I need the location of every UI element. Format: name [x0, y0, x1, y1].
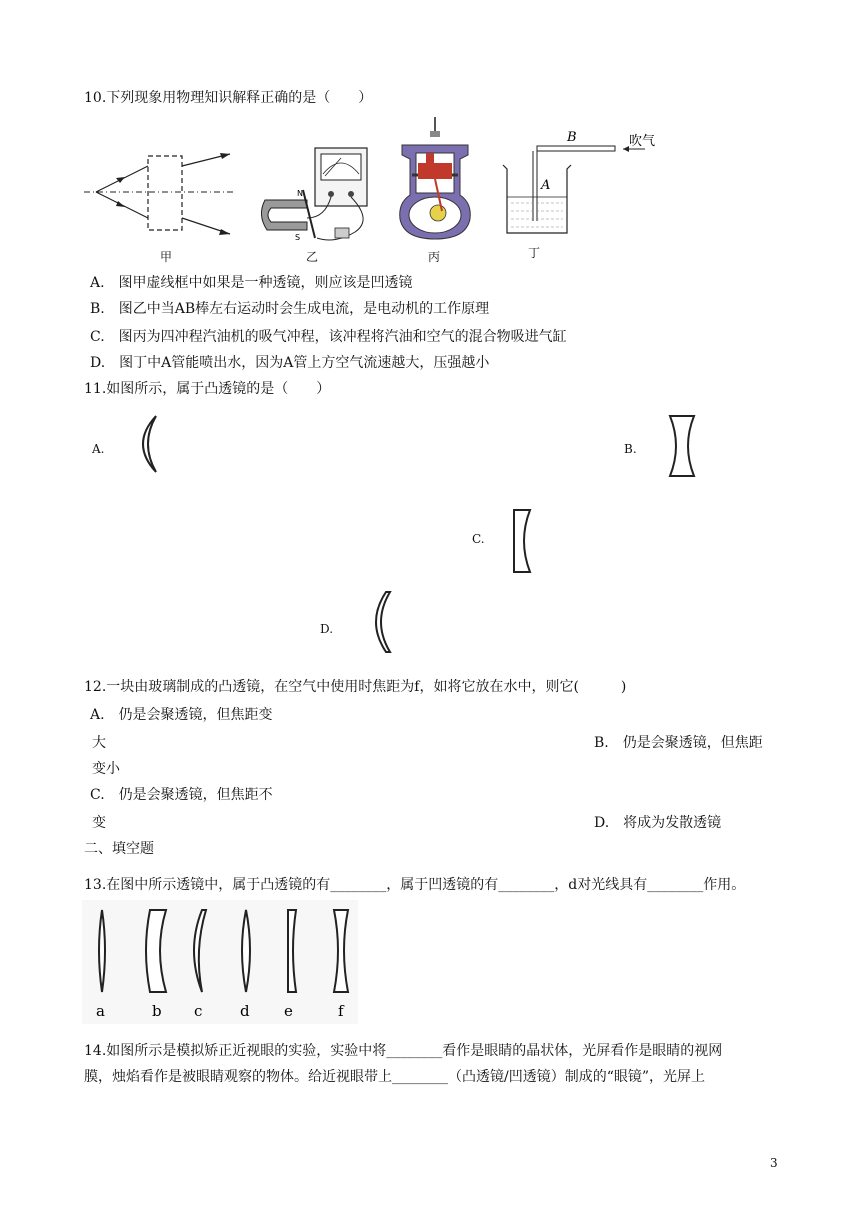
- lens-11b-biconcave: [664, 414, 700, 478]
- q12-option-a-line2: 大: [92, 735, 106, 751]
- figure-ding: [495, 125, 675, 235]
- q11-label-d: D.: [320, 622, 334, 636]
- figure-label-yi: 乙: [306, 250, 319, 264]
- q10-option-d: D. 图丁中A管能喷出水，因为A管上方空气流速越大，压强越小: [90, 355, 490, 371]
- q13-lens-figure: [82, 900, 358, 1024]
- figure-jia: [80, 140, 240, 250]
- lens-11a-meniscus: [130, 414, 162, 474]
- lens-label-d: d: [240, 1002, 250, 1020]
- lens-11d-meniscus: [366, 590, 392, 654]
- q11-label-a: A.: [92, 442, 105, 456]
- page-number: 3: [770, 1156, 778, 1170]
- q12-stem: 12.一块由玻璃制成的凸透镜，在空气中使用时焦距为f，如将它放在水中，则它( ): [84, 679, 627, 695]
- q11-stem: 11.如图所示，属于凸透镜的是（ ）: [84, 381, 331, 397]
- figure-bing: [398, 115, 476, 245]
- svg-text:N: N: [297, 189, 303, 198]
- figure-label-ding: 丁: [528, 246, 541, 260]
- q12-option-c-line1: C. 仍是会聚透镜，但焦距不: [90, 787, 273, 803]
- q10-option-c: C. 图丙为四冲程汽油机的吸气冲程，该冲程将汽油和空气的混合物吸进气缸: [90, 329, 567, 345]
- q10-option-a: A. 图甲虚线框中如果是一种透镜，则应该是凹透镜: [90, 275, 413, 291]
- q12-option-c-line2: 变: [92, 815, 106, 831]
- lens-11c-plano-concave: [510, 508, 534, 574]
- q14-line1: 14.如图所示是模拟矫正近视眼的实验，实验中将________看作是眼睛的晶状体，光屏看作是眼睛的视网: [84, 1043, 723, 1059]
- q12-option-b-line1: B. 仍是会聚透镜，但焦距: [594, 735, 763, 751]
- q12-option-b-line2: 变小: [92, 761, 120, 777]
- lens-label-c: c: [194, 1002, 203, 1020]
- section-title-fill-in: 二、填空题: [84, 841, 154, 857]
- q12-option-d: D. 将成为发散透镜: [594, 815, 722, 831]
- q11-label-b: B.: [624, 442, 637, 456]
- lens-label-b: b: [152, 1002, 162, 1020]
- tube-b-label: B: [567, 130, 577, 145]
- figure-label-bing: 丙: [428, 250, 441, 264]
- q11-label-c: C.: [472, 532, 485, 546]
- svg-text:S: S: [295, 233, 301, 242]
- lens-label-a: a: [96, 1002, 105, 1020]
- q10-option-b: B. 图乙中当AB棒左右运动时会生成电流，是电动机的工作原理: [90, 301, 490, 317]
- lens-label-f: f: [338, 1002, 344, 1020]
- figure-label-jia: 甲: [160, 250, 173, 264]
- blow-air-label: 吹气: [629, 134, 656, 149]
- q13-stem: 13.在图中所示透镜中，属于凸透镜的有________，属于凹透镜的有________，d对光线具有________作用。: [84, 877, 746, 893]
- tube-a-label: A: [541, 178, 551, 193]
- q12-option-a-line1: A. 仍是会聚透镜，但焦距变: [90, 707, 273, 723]
- q10-stem: 10.下列现象用物理知识解释正确的是（ ）: [84, 90, 373, 106]
- figure-yi: [255, 140, 380, 250]
- lens-label-e: e: [284, 1002, 293, 1020]
- q14-line2: 膜，烛焰看作是被眼睛观察的物体。给近视眼带上________（凸透镜/凹透镜）制成的“眼镜”，光屏上: [84, 1069, 706, 1085]
